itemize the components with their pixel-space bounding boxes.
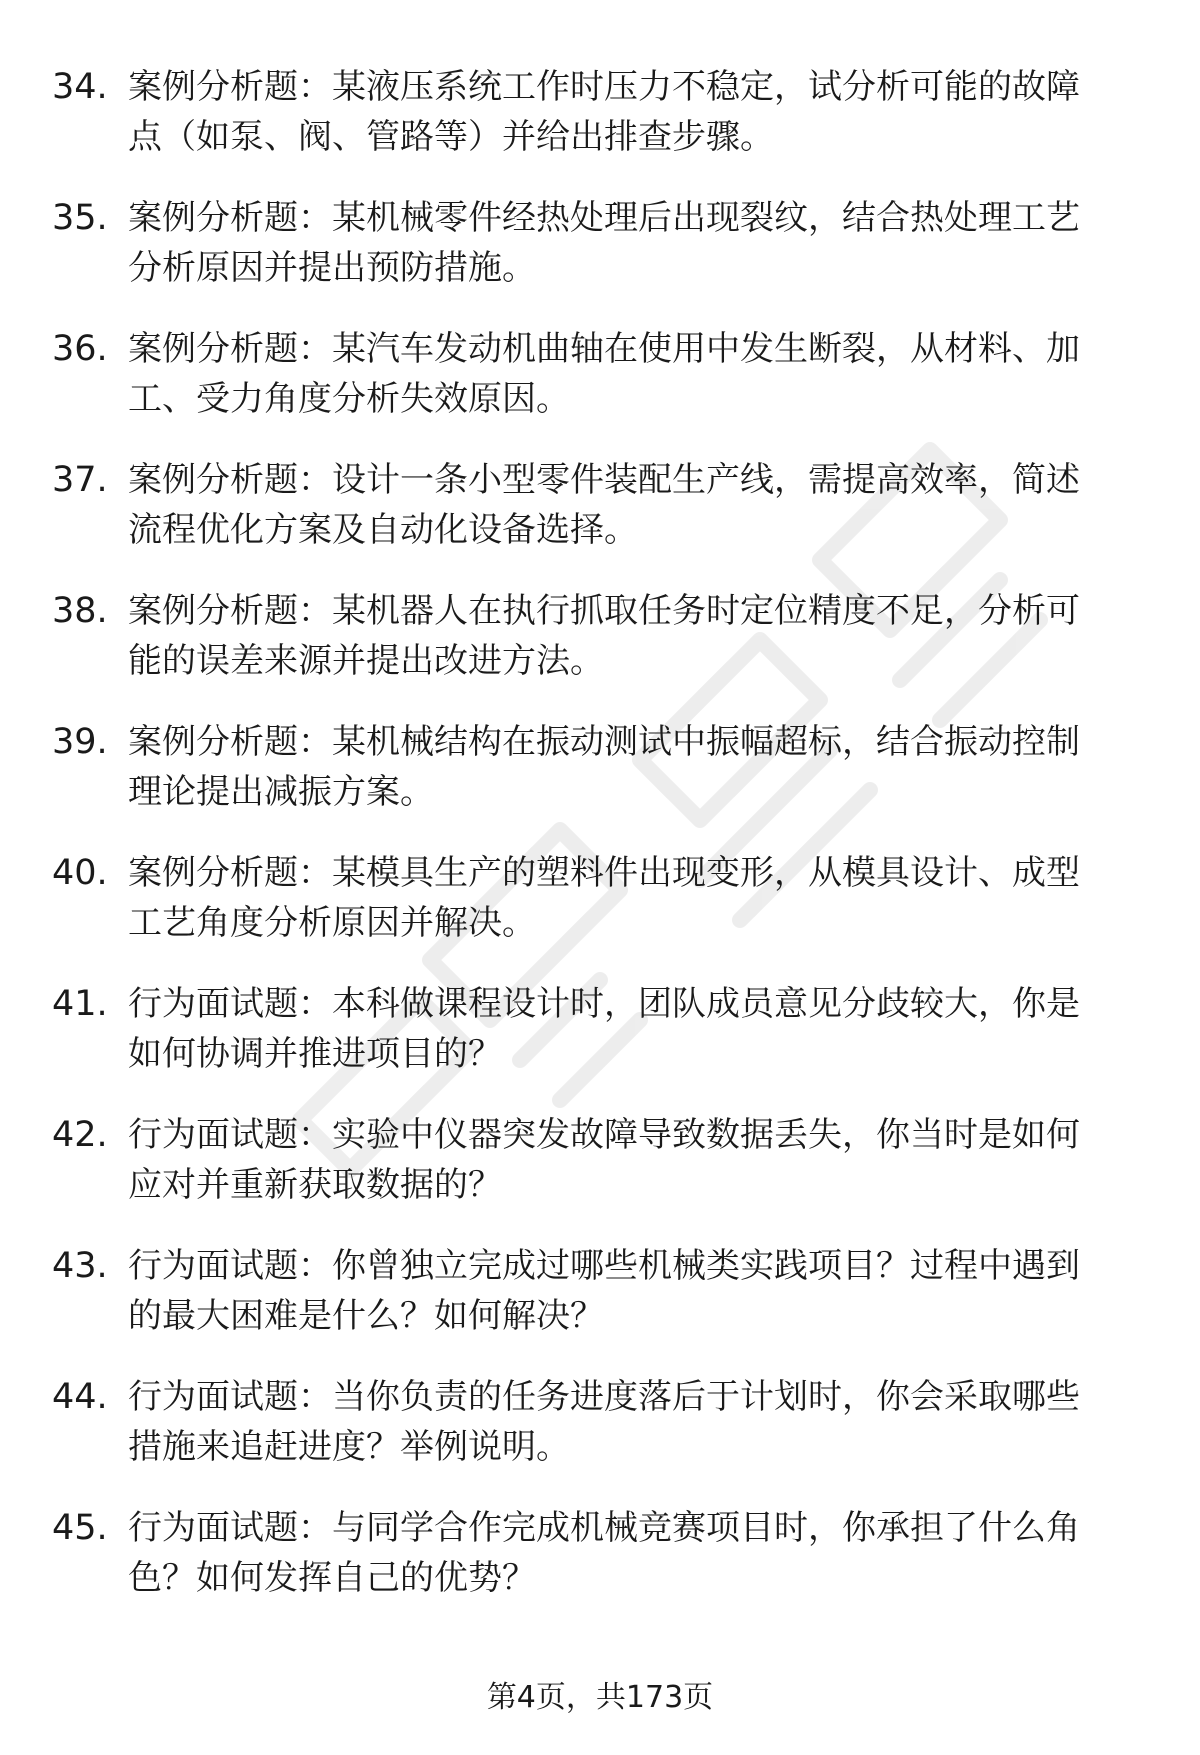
- question-line: 行为面试题：本科做课程设计时，团队成员意见分歧较大，你是: [128, 984, 1080, 1024]
- question-text: [128, 324, 1138, 424]
- question-text: [128, 1241, 1138, 1341]
- question-line: 行为面试题：实验中仪器突发故障导致数据丢失，你当时是如何: [128, 1115, 1080, 1155]
- question-line: 行为面试题：与同学合作完成机械竞赛项目时，你承担了什么角: [128, 1508, 1080, 1548]
- question-number: 36.: [52, 329, 108, 369]
- question-text: [128, 1372, 1138, 1472]
- question-number: 34.: [52, 67, 108, 107]
- list-item: [0, 193, 1200, 324]
- question-line: 如何协调并推进项目的？: [128, 1034, 502, 1074]
- question-number: 44.: [52, 1377, 108, 1417]
- question-text: [128, 848, 1138, 948]
- list-item: [0, 455, 1200, 586]
- question-number: 38.: [52, 591, 108, 631]
- list-item: [0, 62, 1200, 193]
- list-item: [0, 586, 1200, 717]
- question-line: 案例分析题：某液压系统工作时压力不稳定，试分析可能的故障: [128, 67, 1080, 107]
- question-text: [128, 586, 1138, 686]
- list-item: [0, 717, 1200, 848]
- question-text: [128, 455, 1138, 555]
- question-line: 案例分析题：某机械零件经热处理后出现裂纹，结合热处理工艺: [128, 198, 1080, 238]
- question-text: [128, 62, 1138, 162]
- list-item: [0, 324, 1200, 455]
- question-line: 案例分析题：某汽车发动机曲轴在使用中发生断裂，从材料、加: [128, 329, 1080, 369]
- question-line: 点（如泵、阀、管路等）并给出排查步骤。: [128, 117, 774, 157]
- question-line: 工、受力角度分析失效原因。: [128, 379, 570, 419]
- question-line: 措施来追赶进度？举例说明。: [128, 1427, 570, 1467]
- question-text: [128, 193, 1138, 293]
- page-footer: 第4页，共173页: [486, 1680, 714, 1715]
- question-line: 工艺角度分析原因并解决。: [128, 903, 536, 943]
- question-line: 案例分析题：某机械结构在振动测试中振幅超标，结合振动控制: [128, 722, 1080, 762]
- list-item: [0, 1503, 1200, 1634]
- question-number: 42.: [52, 1115, 108, 1155]
- question-text: [128, 1110, 1138, 1210]
- question-number: 35.: [52, 198, 108, 238]
- question-text: [128, 979, 1138, 1079]
- question-number: 43.: [52, 1246, 108, 1286]
- list-item: [0, 1372, 1200, 1503]
- list-item: [0, 1110, 1200, 1241]
- question-line: 的最大困难是什么？如何解决？: [128, 1296, 604, 1336]
- question-line: 分析原因并提出预防措施。: [128, 248, 536, 288]
- question-line: 行为面试题：当你负责的任务进度落后于计划时，你会采取哪些: [128, 1377, 1080, 1417]
- question-line: 案例分析题：某机器人在执行抓取任务时定位精度不足，分析可: [128, 591, 1080, 631]
- question-line: 理论提出减振方案。: [128, 772, 434, 812]
- question-line: 色？如何发挥自己的优势？: [128, 1558, 536, 1598]
- list-item: [0, 979, 1200, 1110]
- question-line: 能的误差来源并提出改进方法。: [128, 641, 604, 681]
- question-text: [128, 1503, 1138, 1603]
- question-text: [128, 717, 1138, 817]
- question-line: 应对并重新获取数据的？: [128, 1165, 502, 1205]
- list-item: [0, 848, 1200, 979]
- question-line: 案例分析题：设计一条小型零件装配生产线，需提高效率，简述: [128, 460, 1080, 500]
- list-item: [0, 1241, 1200, 1372]
- question-number: 37.: [52, 460, 108, 500]
- question-line: 案例分析题：某模具生产的塑料件出现变形，从模具设计、成型: [128, 853, 1080, 893]
- question-line: 行为面试题：你曾独立完成过哪些机械类实践项目？过程中遇到: [128, 1246, 1080, 1286]
- question-number: 40.: [52, 853, 108, 893]
- question-line: 流程优化方案及自动化设备选择。: [128, 510, 638, 550]
- question-number: 45.: [52, 1508, 108, 1548]
- question-number: 39.: [52, 722, 108, 762]
- question-number: 41.: [52, 984, 108, 1024]
- question-list: [0, 62, 1200, 1634]
